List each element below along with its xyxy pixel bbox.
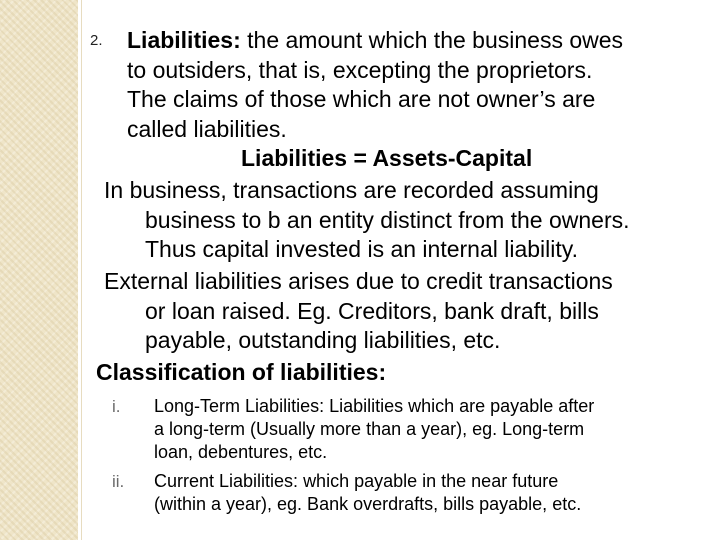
definition-line-3: The claims of those which are not owner’s are [127, 86, 596, 112]
paragraph-1-line-2: business to b an entity distinct from the owners. [145, 206, 630, 233]
paragraph-2-line-2: or loan raised. Eg. Creditors, bank draft, bills [145, 297, 599, 324]
list-item-2-line-2: (within a year), eg. Bank overdrafts, bills payable, etc. [154, 494, 582, 514]
paragraph-2-line-3: payable, outstanding liabilities, etc. [145, 327, 501, 353]
paragraph-2-line-1: External liabilities arises due to credit transactions [104, 268, 613, 294]
classification-heading: Classification of liabilities: [96, 359, 387, 385]
list-item-1-line-1: Long-Term Liabilities: Liabilities which are payable after [154, 396, 595, 416]
definition-line-2: to outsiders, that is, excepting the proprietors. [127, 56, 593, 83]
definition-text: the amount which the business owes [247, 27, 624, 53]
side-band-divider-shadow [81, 0, 82, 540]
list-item-1-line-2: a long-term (Usually more than a year), eg. Long-term [154, 419, 585, 439]
definition-line-4: called liabilities. [127, 115, 287, 142]
formula: Liabilities = Assets-Capital [241, 145, 533, 171]
list-numeral-ii: ii. [112, 472, 125, 491]
list-numeral-i: i. [112, 397, 121, 416]
item-number: 2. [90, 32, 103, 49]
paragraph-1-line-1: In business, transactions are recorded assuming [104, 177, 599, 203]
term-liabilities: Liabilities: [127, 27, 241, 53]
definition-line-1 [127, 26, 623, 56]
list-item-1-line-3: loan, debentures, etc. [154, 442, 328, 462]
decorative-side-band [0, 0, 78, 540]
list-item-2-line-1: Current Liabilities: which payable in the near future [154, 471, 559, 491]
paragraph-1-line-3: Thus capital invested is an internal liability. [145, 236, 578, 262]
